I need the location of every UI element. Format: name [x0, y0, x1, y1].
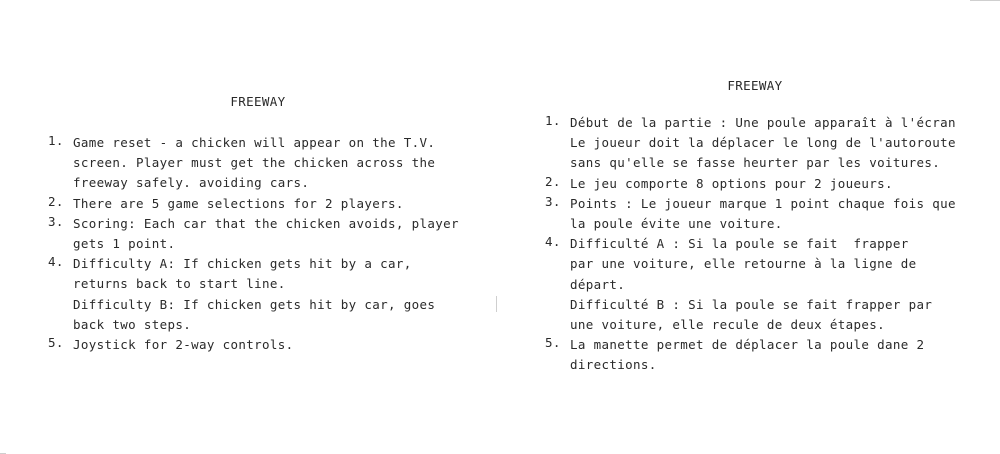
item-number: 4.: [545, 234, 561, 250]
french-list: [545, 113, 975, 375]
item-line: la poule évite une voiture.: [570, 215, 783, 231]
item-line: Début de la partie : Une poule apparaît à l'écran: [570, 115, 956, 130]
item-number: 4.: [48, 254, 64, 270]
item-line: Difficulty A: If chicken gets hit by a car,: [73, 256, 412, 272]
english-item-5: [48, 335, 488, 355]
item-line: départ.: [570, 276, 626, 292]
item-number: 3.: [545, 193, 561, 209]
item-line: There are 5 game selections for 2 players.: [73, 195, 404, 211]
item-line: La manette permet de déplacer la poule dane 2: [570, 337, 925, 353]
item-line: Difficulté A : Si la poule se fait frapper: [570, 236, 909, 252]
item-line: Le joueur doit la déplacer le long de l'autoroute: [570, 135, 956, 151]
item-number: 3.: [48, 213, 64, 229]
item-line: gets 1 point.: [73, 235, 176, 251]
item-line: Difficulty B: If chicken gets hit by car, goes: [73, 296, 436, 312]
item-line: directions.: [570, 357, 657, 373]
item-line: screen. Player must get the chicken across the: [73, 155, 436, 171]
item-line: freeway safely. avoiding cars.: [73, 175, 310, 191]
french-item-3: [545, 194, 975, 234]
english-item-3: [48, 214, 488, 254]
scan-edge-mark: [496, 296, 497, 312]
item-line: back two steps.: [73, 316, 192, 332]
item-line: Points : Le joueur marque 1 point chaque fois que: [570, 195, 956, 211]
item-number: 1.: [545, 113, 561, 128]
item-line: Scoring: Each car that the chicken avoids, player: [73, 215, 459, 231]
item-line: Le jeu comporte 8 options pour 2 joueurs.: [570, 175, 893, 191]
english-list: [48, 133, 488, 355]
item-number: 5.: [545, 335, 561, 351]
item-line: Difficulté B : Si la poule se fait frapper par: [570, 296, 933, 312]
french-title: FREEWAY: [727, 78, 783, 93]
french-instructions: [545, 76, 975, 375]
english-item-4: [48, 254, 488, 335]
french-item-2: [545, 174, 975, 194]
english-item-1: [48, 133, 488, 194]
english-title: FREEWAY: [230, 94, 286, 109]
item-line: Joystick for 2-way controls.: [73, 336, 294, 352]
item-line: sans qu'elle se fasse heurter par les voitures.: [570, 155, 941, 171]
french-item-5: [545, 335, 975, 375]
item-line: par une voiture, elle retourne à la ligne de: [570, 256, 917, 272]
english-item-2: [48, 194, 488, 214]
french-item-1: [545, 113, 975, 174]
scan-edge-mark: [970, 0, 1000, 1]
item-line: une voiture, elle recule de deux étapes.: [570, 316, 886, 332]
item-number: 5.: [48, 334, 64, 350]
french-item-4: [545, 234, 975, 335]
item-number: 2.: [48, 193, 64, 209]
item-number: 1.: [48, 133, 64, 148]
item-number: 2.: [545, 173, 561, 189]
item-line: returns back to start line.: [73, 276, 286, 292]
english-instructions: [48, 92, 488, 355]
item-line: Game reset - a chicken will appear on the T.V.: [73, 135, 436, 150]
